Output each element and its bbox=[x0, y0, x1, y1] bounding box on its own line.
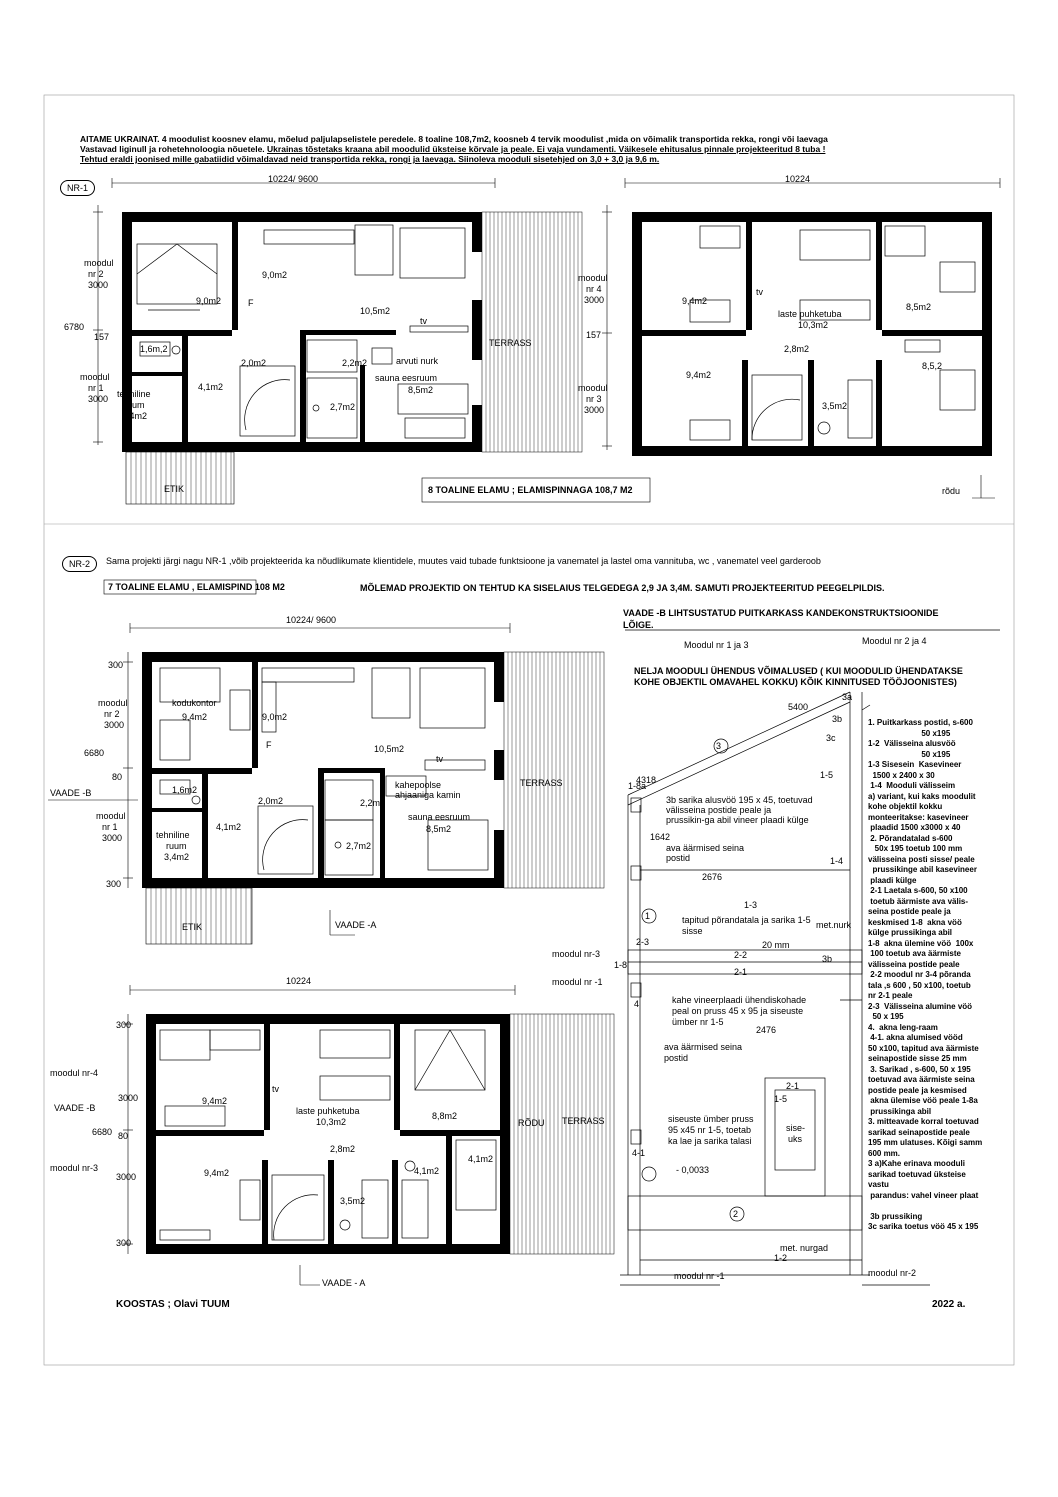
section-labels-item: välisseina postide peale ja bbox=[666, 805, 772, 815]
section-labels-item: postid bbox=[664, 1053, 689, 1063]
nr1-rooms-right-item: tv bbox=[756, 287, 764, 297]
nr1-rooms-left-item: tehniline bbox=[117, 389, 151, 399]
nr1-rooms-right-item: 9,4m2 bbox=[686, 370, 712, 380]
header-line-2 bbox=[80, 144, 980, 154]
section-labels-item: 1-5 bbox=[774, 1094, 788, 1104]
nr2-rooms-top-item: 1,6m2 bbox=[172, 785, 198, 795]
nr2-rooms-top-item: 9,0m2 bbox=[262, 712, 288, 722]
nr2-rooms-bottom-item: 4,1m2 bbox=[468, 1154, 494, 1164]
nr1-rooms-left-item: 9,0m2 bbox=[196, 296, 222, 306]
nr1-rooms-left-item: 2,0m2 bbox=[241, 358, 267, 368]
nr2-rooms-top-item: ETIK bbox=[182, 922, 203, 932]
nr2-rooms-top-item: kodukontor bbox=[172, 698, 217, 708]
header-text bbox=[80, 134, 980, 164]
nr2-rooms-top-item: F bbox=[266, 740, 272, 750]
nr2-left-labels-2-item: 300 bbox=[116, 1020, 132, 1030]
nr2-caption: 7 TOALINE ELAMU , ELAMISPIND 108 M2 bbox=[108, 582, 285, 592]
section-labels-item: 3c bbox=[826, 733, 836, 743]
section-labels-item: 1642 bbox=[650, 832, 671, 842]
section-labels-item: 1-2 bbox=[774, 1253, 788, 1263]
section-labels-item: 20 mm bbox=[762, 940, 790, 950]
section-labels-item: ava äärmised seina bbox=[666, 843, 745, 853]
section-labels-item: 2-2 bbox=[734, 950, 748, 960]
section-labels-item: met. nurgad bbox=[780, 1243, 829, 1253]
nr1-rooms-right-item: 9,4m2 bbox=[682, 296, 708, 306]
section-labels-item: 2-1 bbox=[786, 1081, 800, 1091]
section-labels-item: 1-8 bbox=[614, 960, 628, 970]
nr2-rooms-bottom-item: laste puhketuba bbox=[296, 1106, 360, 1116]
nr1-rooms-left-item: 3,4m2 bbox=[122, 411, 148, 421]
nr2-rooms-top-item: 4,1m2 bbox=[216, 822, 242, 832]
nr2-rooms-bottom-item: VAADE - A bbox=[322, 1278, 366, 1288]
nr2-left-labels-2-item: moodul nr-3 bbox=[50, 1163, 99, 1173]
nr2-rooms-bottom-item: tv bbox=[272, 1084, 280, 1094]
nr1-rooms-left-item: 1,6m,2 bbox=[140, 344, 168, 354]
section-mod24: Moodul nr 2 ja 4 bbox=[862, 636, 927, 646]
nr1-rooms-left-item: 8,5m2 bbox=[408, 385, 434, 395]
nr1-caption: 8 TOALINE ELAMU ; ELAMISPINNAGA 108,7 M2 bbox=[428, 485, 633, 495]
nr2-left-labels-2-item: 6680 bbox=[92, 1127, 113, 1137]
section-labels-item: moodul nr-2 bbox=[868, 1268, 917, 1278]
nr2-left-labels-2-item: 3000 bbox=[116, 1172, 137, 1182]
nr2-intro: Sama projekti järgi nagu NR-1 ,võib projekteerida ka nõudlikumate klientidele, muutes vaid tubade funktsioone ja vanematel ja lastel oma vannituba, wc , vanematel veel garderoob bbox=[106, 556, 821, 566]
nr1-rooms-right-item: 3,5m2 bbox=[822, 401, 848, 411]
nr1-mid-labels-item: moodul bbox=[578, 273, 608, 283]
nr2-left-labels-2-item: 300 bbox=[116, 1238, 132, 1248]
nr1-rooms-left-item: ruum bbox=[124, 400, 145, 410]
section-labels-item: uks bbox=[788, 1134, 803, 1144]
nr2-left-labels-item: 3000 bbox=[104, 720, 125, 730]
nr2-rooms-top-item: 3,4m2 bbox=[164, 852, 190, 862]
section-labels-item: 1-3 bbox=[744, 900, 758, 910]
nr1-left-labels-item: nr 2 bbox=[88, 269, 104, 279]
nr1-rooms-left-item: TERRASS bbox=[489, 338, 532, 348]
nr1-mid-labels-item: nr 4 bbox=[586, 284, 602, 294]
nr1-left-labels-item: 6780 bbox=[64, 322, 85, 332]
nr2-left-labels-2-item: moodul nr-4 bbox=[50, 1068, 99, 1078]
nr2-rooms-bottom-item: 9,4m2 bbox=[204, 1168, 230, 1178]
nr2-rooms-top-item: 2,0m2 bbox=[258, 796, 284, 806]
nr1-rooms-right-item: 2,8m2 bbox=[784, 344, 810, 354]
nr2-dim-bottom: 10224 bbox=[286, 976, 312, 986]
section-labels-item: moodul nr -1 bbox=[674, 1271, 725, 1281]
nr1-rooms-left-item: 4,1m2 bbox=[198, 382, 224, 392]
nr1-left-labels-item: 157 bbox=[94, 332, 110, 342]
section-labels-item: 3 bbox=[716, 741, 722, 751]
nr2-rooms-bottom-item: 3,5m2 bbox=[340, 1196, 366, 1206]
section-labels-item: 5400 bbox=[788, 702, 809, 712]
nr2-left-labels-2-item: 3000 bbox=[118, 1093, 139, 1103]
nr1-rooms-left-item: sauna eesruum bbox=[375, 373, 438, 383]
nr2-left-labels-item: 6680 bbox=[84, 748, 105, 758]
nr2-rooms-bottom-item: RÕDU bbox=[518, 1118, 545, 1128]
nr1-rooms-right-item: 8,5,2 bbox=[922, 361, 943, 371]
section-labels-item: 4 bbox=[634, 999, 640, 1009]
section-legend: 1. Puitkarkass postid, s-600 50 x195 1-2 Välisseina alusvöö 50 x195 1-3 Sisesein Kasevineer 1500 x 2400 x 30 1-4 Mooduli välisseim a) variant, kui kaks moodulit kohe objektil kokku monteeritakse: kasevineer plaadid 1500 x3000 x 40 2. Põrandatalad s-600 50x 195 toetub 100 mm välisseina posti sisse/ peale prussikinge abil kasevineer plaadi külge 2-1 Laetala s-600, 50 x100 toetub äärmiste ava välis- seina postide peale ja keskmised 1-8 akna vöö külge prussikinga abil 1-8 akna ülemine vöö 100x 100 toetub ava äärmiste välisseina postide peale 2-2 moodul nr 3-4 põranda tala ,s 600 , 50 x100, toetub nr 2-1 peale 2-3 Välisseina alumine vöö 50 x 195 4. akna leng-raam 4-1. akna alumised vööd 50 x100, tapitud ava äärmiste seinapostide sisse 25 mm 3. Sarikad , s-600, 50 x 195 toetuvad ava äärmiste seina postide peale ja kesmised akna ülemise vöö peale 1-8a prussikinga abil 3. mitteavade korral toetuvad sarikad seinapostide peale 195 mm ulatuses. Kõigi samm 600 mm. 3 a)Kahe erinava mooduli sarikad toetuvad üksteise vastu parandus: vahel vineer plaat 3b prussiking 3c sarika toetus vöö 45 x 195 bbox=[868, 718, 983, 1231]
section-labels-item: ka lae ja sarika talasi bbox=[668, 1136, 752, 1146]
nr1-rooms-left-item: tv bbox=[420, 316, 428, 326]
nr1-left-labels-item: 3000 bbox=[88, 394, 109, 404]
nr1-rooms-right-item: 8,5m2 bbox=[906, 302, 932, 312]
section-labels-item: 2-1 bbox=[734, 967, 748, 977]
section-labels-item: moodul nr -1 bbox=[552, 977, 603, 987]
nr2-rooms-bottom-item: 10,3m2 bbox=[316, 1117, 347, 1127]
nr1-rooms-right-item: laste puhketuba bbox=[778, 309, 842, 319]
section-labels-item: 2676 bbox=[702, 872, 723, 882]
nr2-left-labels-item: nr 1 bbox=[102, 822, 118, 832]
nr2-bottom-plan bbox=[123, 985, 614, 1285]
nr2-dim-top: 10224/ 9600 bbox=[286, 615, 337, 625]
nr1-mid-labels-item: 157 bbox=[586, 330, 602, 340]
nr2-left-labels-item: 300 bbox=[106, 879, 122, 889]
section-labels-item: prussikin-ga abil vineer plaadi külge bbox=[666, 815, 809, 825]
section-title-1: VAADE -B LIHTSUSTATUD PUITKARKASS KANDEKONSTRUKTSIOONIDE bbox=[623, 608, 939, 618]
nr1-dim-right: 10224 bbox=[785, 174, 811, 184]
section-mod13: Moodul nr 1 ja 3 bbox=[684, 640, 749, 650]
nr2-rooms-bottom-item: TERRASS bbox=[562, 1116, 605, 1126]
nr1-rooms-left-item: 9,0m2 bbox=[262, 270, 288, 280]
nr2-tag: NR-2 bbox=[62, 556, 97, 572]
nr2-rooms-top-item: ahjaaniga kamin bbox=[395, 790, 461, 800]
nr2-rooms-top-item: 2,7m2 bbox=[346, 841, 372, 851]
nr2-left-labels-2-item: VAADE -B bbox=[54, 1103, 96, 1113]
nr2-note: MÕLEMAD PROJEKTID ON TEHTUD KA SISELAIUS TELGEDEGA 2,9 JA 3,4M. SAMUTI PROJEKTEERITUD PEEGELPILDIS. bbox=[360, 583, 885, 593]
nr2-left-labels-item: VAADE -B bbox=[50, 788, 92, 798]
nr2-left-labels-item: 3000 bbox=[102, 833, 123, 843]
header-line-2b: Ukrainas tõstetaks kraana abil moodulid üksteise kõrvale ja peale. Ei vaja vundamenti. Väikesele ehitusalus pinnale projekteeritud 8 tuba ! bbox=[267, 144, 826, 154]
section-labels-item: 95 x45 nr 1-5, toetab bbox=[668, 1125, 752, 1135]
section-labels-item: 3b sarika alusvöö 195 x 45, toetuvad bbox=[666, 795, 813, 805]
section-labels-item: kahe vineerplaadi ühendiskohade bbox=[672, 995, 807, 1005]
section-labels-item: moodul nr-3 bbox=[552, 949, 601, 959]
nr1-rooms-left-item: arvuti nurk bbox=[396, 356, 439, 366]
nr1-rooms-left-item: ETIK bbox=[164, 484, 185, 494]
section-labels-item: 2476 bbox=[756, 1025, 777, 1035]
nr1-rooms-right-item: 10,3m2 bbox=[798, 320, 829, 330]
header-line-1: AITAME UKRAINAT. 4 moodulist koosnev elamu, mõelud paljulapselistele peredele. 8 toaline 108,7m2, koosneb 4 tervik moodulist ,mida on võimalik transportida rekka, rongi või laevaga bbox=[80, 134, 828, 144]
section-labels-item: 1-5 bbox=[820, 770, 834, 780]
nr1-rooms-left-item: F bbox=[248, 298, 254, 308]
nr2-rooms-top-item: 10,5m2 bbox=[374, 744, 405, 754]
section-labels-item: 3b bbox=[832, 714, 843, 724]
nr2-rooms-top-item: tehniline bbox=[156, 830, 190, 840]
nr1-left-labels-item: nr 1 bbox=[88, 383, 104, 393]
section-conn-2: KOHE OBJEKTIL OMAVAHEL KOKKU) KÕIK KINNITUSED TÖÖJOONISTES) bbox=[634, 677, 957, 687]
nr2-rooms-top-item: VAADE -A bbox=[335, 920, 377, 930]
section-title-2: LÕIGE. bbox=[623, 620, 654, 630]
section-conn-1: NELJA MOODULI ÜHENDUS VÕIMALUSED ( KUI MOODULID ÜHENDATAKSE bbox=[634, 666, 963, 676]
section-labels-item: 4-1 bbox=[632, 1148, 646, 1158]
section-labels-item: sise- bbox=[786, 1123, 806, 1133]
footer-year: 2022 a. bbox=[932, 1299, 966, 1310]
header-line-2a: Vastavad liginull ja rohetehnoloogia nõuetele. bbox=[80, 144, 268, 154]
nr2-rooms-top-item: tv bbox=[436, 754, 444, 764]
nr1-rooms-left-item: 10,5m2 bbox=[360, 306, 391, 316]
nr1-mid-labels-item: 3000 bbox=[584, 295, 605, 305]
section-labels-item: ava äärmised seina bbox=[664, 1042, 743, 1052]
nr1-mid-labels-item: nr 3 bbox=[586, 394, 602, 404]
section-labels-item: postid bbox=[666, 853, 691, 863]
footer-author: KOOSTAS ; Olavi TUUM bbox=[116, 1299, 230, 1310]
section-labels-item: 3a bbox=[842, 692, 853, 702]
nr1-rooms-right-item: rõdu bbox=[942, 486, 961, 496]
section-labels-item: 2-3 bbox=[636, 937, 650, 947]
nr2-left-labels-item: moodul bbox=[98, 698, 128, 708]
nr2-rooms-bottom-item: 9,4m2 bbox=[202, 1096, 228, 1106]
nr2-rooms-bottom-item: 4,1m2 bbox=[414, 1166, 440, 1176]
nr2-left-labels-item: 80 bbox=[112, 772, 123, 782]
header-line-3: Tehtud eraldi joonised mille gabatiidid võimaldavad neid transportida rekka, rongi ja laevaga. Siinoleva mooduli sisetehjed on 3,0 + 3,0 ja 9,6 m. bbox=[80, 154, 660, 164]
section-labels-item: - 0,0033 bbox=[676, 1165, 710, 1175]
nr2-rooms-top-item: 9,4m2 bbox=[182, 712, 208, 722]
nr2-rooms-top-item: ruum bbox=[166, 841, 187, 851]
nr2-rooms-top-item: 2,2m2 bbox=[360, 798, 386, 808]
nr1-dim-left: 10224/ 9600 bbox=[268, 174, 319, 184]
nr1-left-labels-item: 3000 bbox=[88, 280, 109, 290]
nr2-top-plan bbox=[48, 580, 604, 944]
section-labels-item: ümber nr 1-5 bbox=[672, 1017, 724, 1027]
section-labels-item: tapitud põrandatala ja sarika 1-5 bbox=[682, 915, 811, 925]
nr2-left-labels-2-item: 80 bbox=[118, 1131, 129, 1141]
nr1-mid-labels-item: 3000 bbox=[584, 405, 605, 415]
nr2-left-labels-item: 300 bbox=[108, 660, 124, 670]
section-labels-item: 1 bbox=[645, 911, 651, 921]
section-labels-item: siseuste ümber pruss bbox=[668, 1114, 754, 1124]
section-labels-item: sisse bbox=[682, 926, 703, 936]
nr2-rooms-bottom-item: 2,8m2 bbox=[330, 1144, 356, 1154]
section-labels-item: peal on pruss 45 x 95 ja siseuste bbox=[672, 1006, 804, 1016]
nr1-tag: NR-1 bbox=[60, 180, 95, 196]
nr1-rooms-left-item: 2,7m2 bbox=[330, 402, 356, 412]
nr2-rooms-top-item: TERRASS bbox=[520, 778, 563, 788]
nr1-mid-labels-item: moodul bbox=[578, 383, 608, 393]
nr2-left-labels-item: moodul bbox=[96, 811, 126, 821]
nr2-rooms-top-item: sauna eesruum bbox=[408, 812, 471, 822]
section-labels-item: 2 bbox=[733, 1209, 739, 1219]
section-labels-item: 4318 bbox=[636, 775, 657, 785]
nr1-left-labels-item: moodul bbox=[80, 372, 110, 382]
nr2-rooms-top-item: 8,5m2 bbox=[426, 824, 452, 834]
section-labels-item: met.nurk bbox=[816, 920, 852, 930]
nr1-rooms-left-item: 2,2m2 bbox=[342, 358, 368, 368]
section-labels-item: 3b bbox=[822, 954, 833, 964]
nr2-rooms-bottom-item: 8,8m2 bbox=[432, 1111, 458, 1121]
section-labels-item: 1-8a bbox=[628, 781, 647, 791]
nr2-rooms-top-item: kahepoolse bbox=[395, 780, 442, 790]
section-labels-item: 1-4 bbox=[830, 856, 844, 866]
nr1-left-labels-item: moodul bbox=[84, 258, 114, 268]
nr2-left-labels-item: nr 2 bbox=[104, 709, 120, 719]
